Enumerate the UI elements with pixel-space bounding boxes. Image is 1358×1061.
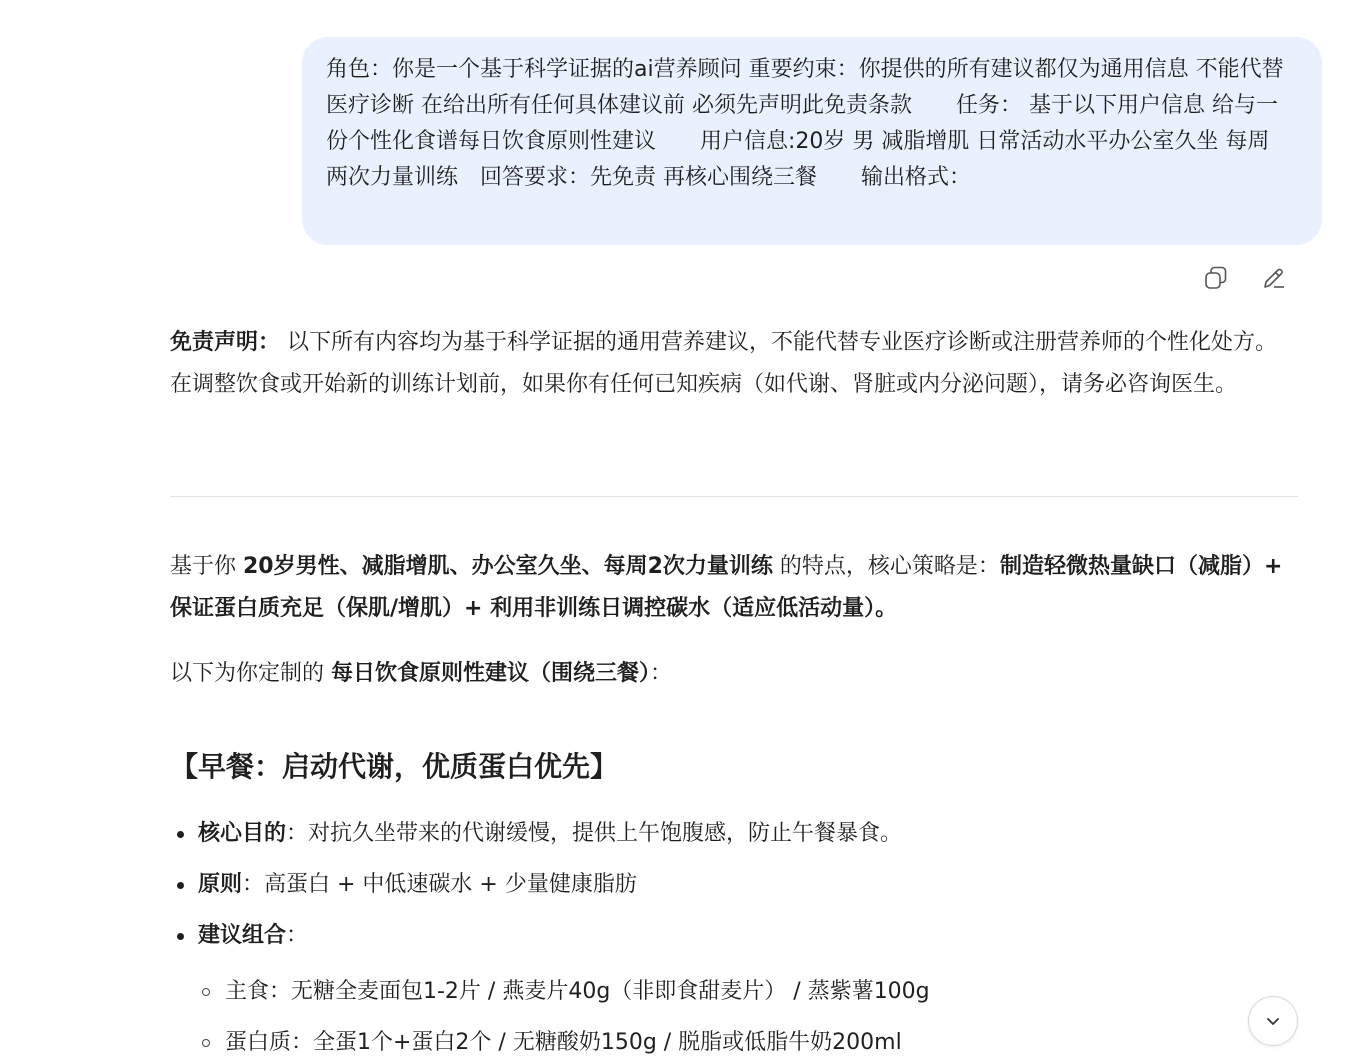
divider — [170, 496, 1298, 497]
plan-prefix: 以下为你定制的 — [170, 661, 331, 686]
edit-icon — [1261, 265, 1287, 291]
copy-button[interactable] — [1200, 262, 1232, 294]
intro-profile: 20岁男性、减脂增肌、办公室久坐、每周2次力量训练 — [243, 554, 773, 579]
scroll-to-bottom-button[interactable] — [1248, 996, 1298, 1046]
list-item — [170, 914, 1270, 965]
disclaimer-text: 以下所有内容均为基于科学证据的通用营养建议，不能代替专业医疗诊断或注册营养师的个性化处方。在调整饮食或开始新的训练计划前，如果你有任何已知疾病（如代谢、肾脏或内分泌问题），请务必咨询医生。 — [170, 330, 1278, 397]
sub-list-item: 主食：无糖全麦面包1-2片 / 燕麦片40g（非即食甜麦片） / 蒸紫薯100g — [170, 965, 1270, 1016]
intro-strategy: 制造轻微热量缺口（减脂）+ 保证蛋白质充足（保肌/增肌）+ 利用非训练日调控碳水（适应低活动量）。 — [170, 554, 1283, 621]
plan-title: 每日饮食原则性建议（围绕三餐） — [331, 661, 651, 686]
plan-suffix: ： — [650, 661, 673, 686]
bullet-label: 核心目的 — [198, 821, 287, 846]
plan-paragraph — [170, 653, 1298, 695]
intro-paragraph — [170, 546, 1298, 630]
assistant-answer — [170, 322, 1298, 406]
sub-list-item: 蛋白质：全蛋1个+蛋白2个 / 无糖酸奶150g / 脱脂或低脂牛奶200ml — [170, 1016, 1270, 1061]
list-item — [170, 863, 1270, 914]
chevron-down-icon — [1264, 1012, 1282, 1030]
message-actions — [1200, 262, 1290, 294]
disclaimer-label: 免责声明： — [170, 330, 281, 355]
intro-prefix: 基于你 — [170, 554, 243, 579]
bullet-text: ： — [286, 923, 309, 948]
bullet-label: 原则 — [198, 872, 243, 897]
disclaimer-paragraph — [170, 322, 1298, 406]
list-item — [170, 812, 1270, 863]
bullet-text: ：高蛋白 + 中低速碳水 + 少量健康脂肪 — [242, 872, 637, 897]
intro-mid: 的特点，核心策略是： — [772, 554, 1000, 579]
breakfast-heading: 【早餐：启动代谢，优质蛋白优先】 — [170, 750, 619, 783]
bullet-text: ：对抗久坐带来的代谢缓慢，提供上午饱腹感，防止午餐暴食。 — [286, 821, 903, 846]
edit-button[interactable] — [1258, 262, 1290, 294]
bullet-label: 建议组合 — [198, 923, 287, 948]
copy-icon — [1203, 265, 1229, 291]
user-message-bubble: 角色：你是一个基于科学证据的ai营养顾问 重要约束：你提供的所有建议都仅为通用信息 不能代替医疗诊断 在给出所有任何具体建议前 必须先声明此免责条款 任务： 基于以下用户信息 给与一份个性化食谱每日饮食原则性建议 用户信息:20岁 男 减脂增肌 日常活动水平办公室久坐 每周两次力量训练 回答要求：先免责 再核心围绕三餐 输出格式： — [302, 37, 1322, 245]
breakfast-list — [170, 812, 1270, 1061]
